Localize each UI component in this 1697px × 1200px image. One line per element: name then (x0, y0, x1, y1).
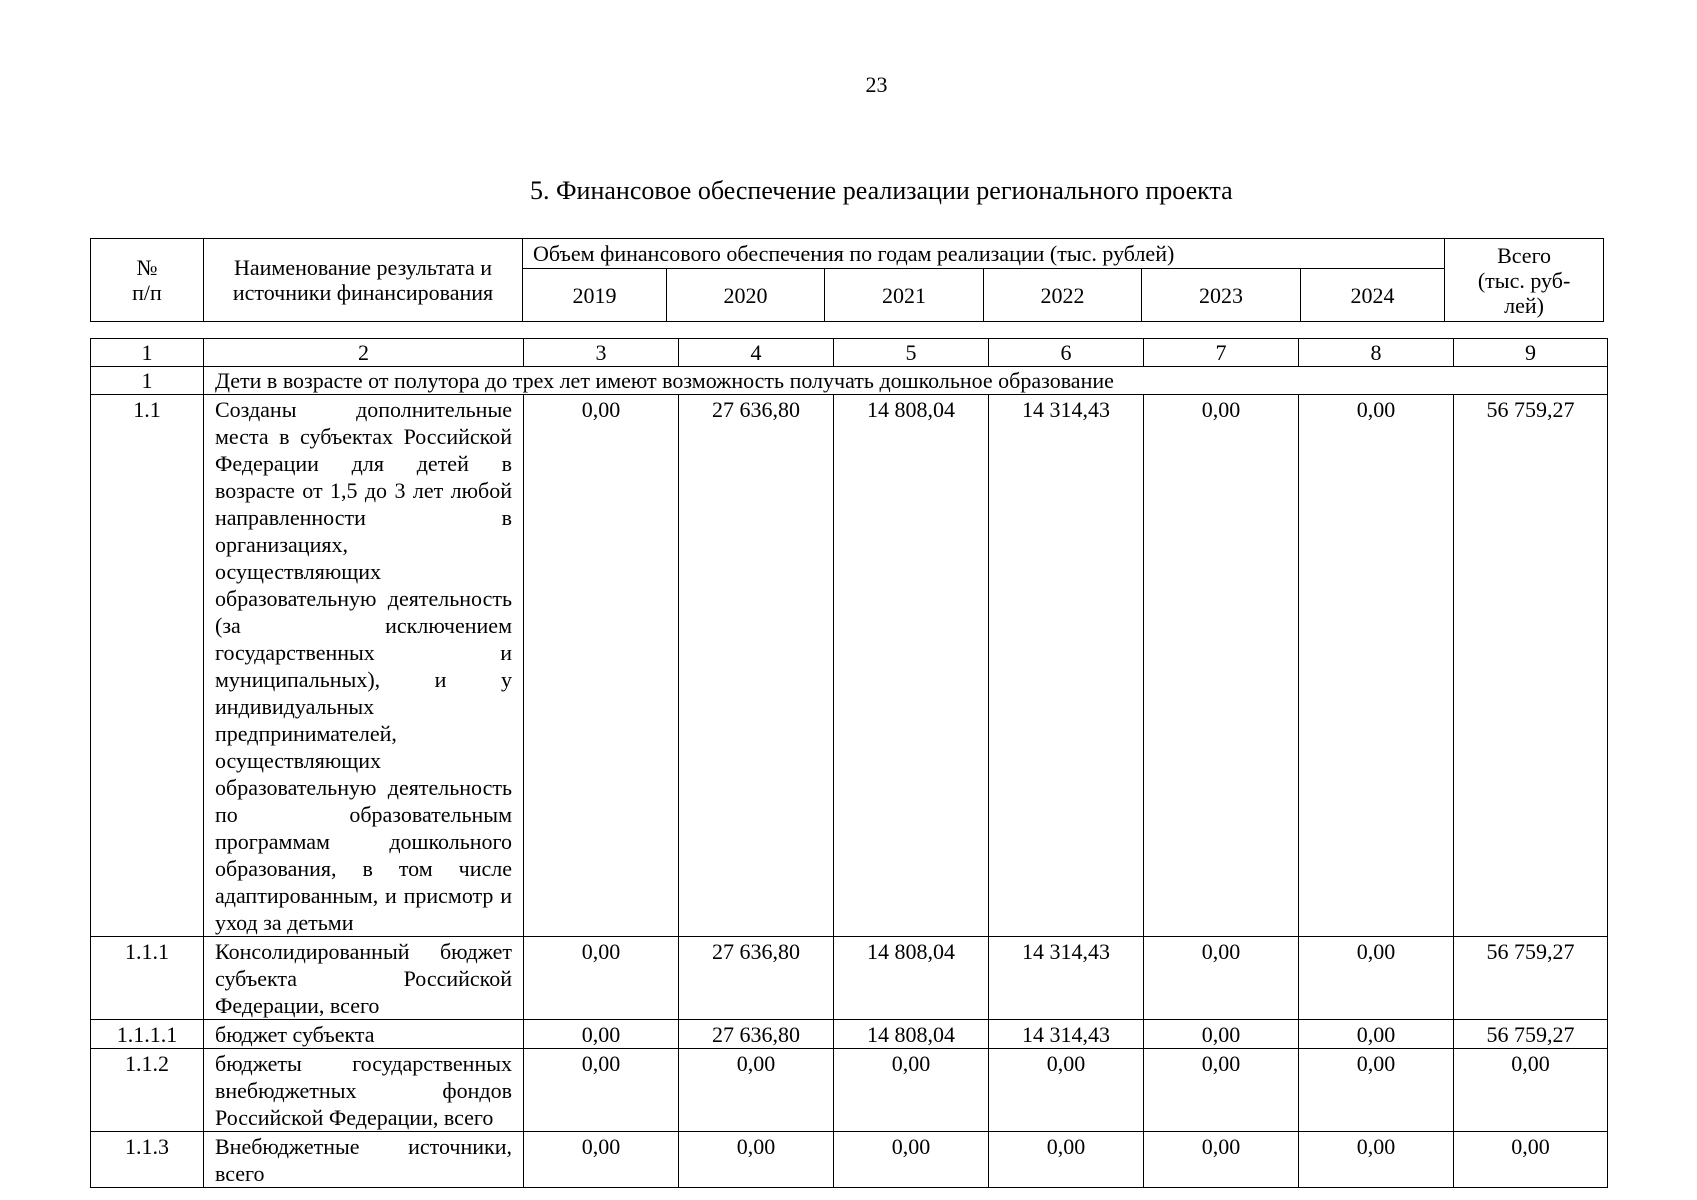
header-total-line: лей) (1504, 292, 1544, 318)
row-value: 0,00 (679, 1049, 834, 1132)
header-total-line: (тыс. руб- (1477, 267, 1571, 293)
header-year: 2023 (1142, 269, 1301, 322)
row-total: 0,00 (1454, 1132, 1608, 1188)
row-value: 0,00 (834, 1132, 989, 1188)
column-number: 1 (91, 339, 204, 367)
header-num-line: п/п (132, 280, 162, 305)
header-total-line: Всего (1497, 242, 1552, 268)
row-value: 0,00 (524, 1049, 679, 1132)
column-number: 5 (834, 339, 989, 367)
row-num: 1.1.2 (91, 1049, 204, 1132)
header-name (204, 239, 523, 322)
row-value: 0,00 (834, 1049, 989, 1132)
row-value: 0,00 (679, 1132, 834, 1188)
table-row (91, 937, 1608, 1020)
row-value: 14 314,43 (989, 937, 1144, 1020)
row-value: 0,00 (989, 1132, 1144, 1188)
row-name: Созданы дополнительные места в субъектах Российской Федерации для детей в возрасте от 1,5 до 3 лет любой направленности в организациях, осуществляющих образовательную деятельность (за исключением государственных и муниципальных), и у индивидуальных предпринимателей, осуществляющих образовательную деятельность по образовательным программам дошкольного образования, в том числе адаптированным, и присмотр и уход за детьми (204, 395, 524, 937)
row-value: 0,00 (1299, 937, 1454, 1020)
header-year: 2022 (984, 269, 1142, 322)
section-num: 1 (91, 367, 204, 395)
page-number: 23 (865, 72, 888, 97)
header-num-line: № (136, 255, 158, 280)
row-value: 14 808,04 (834, 1020, 989, 1049)
table-row (91, 395, 1608, 937)
row-value: 0,00 (989, 1049, 1144, 1132)
row-name: бюджеты государственных внебюджетных фондов Российской Федерации, всего (204, 1049, 524, 1132)
section-title-cell: Дети в возрасте от полутора до трех лет имеют возможность получать дошкольное образование (204, 367, 1608, 395)
row-value: 14 314,43 (989, 395, 1144, 937)
row-value: 0,00 (524, 1132, 679, 1188)
header-total (1445, 239, 1604, 322)
row-num: 1.1 (91, 395, 204, 937)
row-total: 56 759,27 (1454, 937, 1608, 1020)
column-number: 4 (679, 339, 834, 367)
row-name: Консолидированный бюджет субъекта Российской Федерации, всего (204, 937, 524, 1020)
row-value: 0,00 (1299, 1049, 1454, 1132)
row-value: 0,00 (1144, 395, 1299, 937)
column-number: 2 (204, 339, 524, 367)
header-volume-title: Объем финансового обеспечения по годам реализации (тыс. рублей) (523, 239, 1445, 269)
header-name-line: Наименование результата и (233, 255, 493, 280)
header-year: 2024 (1301, 269, 1445, 322)
row-value: 0,00 (1299, 1020, 1454, 1049)
row-total: 0,00 (1454, 1049, 1608, 1132)
row-value: 14 808,04 (834, 395, 989, 937)
row-total: 56 759,27 (1454, 1020, 1608, 1049)
row-value: 0,00 (1299, 1132, 1454, 1188)
section-title: 5. Финансовое обеспечение реализации регионального проекта (530, 176, 1233, 205)
row-value: 27 636,80 (679, 937, 834, 1020)
header-year: 2019 (523, 269, 667, 322)
row-name: бюджет субъекта (204, 1020, 524, 1049)
header-name-line: источники финансирования (232, 280, 494, 305)
row-value: 14 808,04 (834, 937, 989, 1020)
row-name: Внебюджетные источники, всего (204, 1132, 524, 1188)
row-total: 56 759,27 (1454, 395, 1608, 937)
row-value: 0,00 (524, 395, 679, 937)
row-value: 14 314,43 (989, 1020, 1144, 1049)
row-value: 0,00 (524, 937, 679, 1020)
row-value: 0,00 (1144, 1132, 1299, 1188)
row-value: 27 636,80 (679, 395, 834, 937)
header-year: 2021 (825, 269, 984, 322)
header-year: 2020 (667, 269, 825, 322)
row-value: 0,00 (1144, 1020, 1299, 1049)
header-num (91, 239, 204, 322)
table-row (91, 1049, 1608, 1132)
column-number: 9 (1454, 339, 1608, 367)
column-number: 8 (1299, 339, 1454, 367)
table-row (91, 1020, 1608, 1049)
column-number: 3 (524, 339, 679, 367)
table-header (90, 238, 1604, 322)
row-num: 1.1.3 (91, 1132, 204, 1188)
row-num: 1.1.1.1 (91, 1020, 204, 1049)
section-row (91, 367, 1608, 395)
column-number: 6 (989, 339, 1144, 367)
table-row (91, 1132, 1608, 1188)
column-number: 7 (1144, 339, 1299, 367)
finance-table (90, 338, 1608, 1188)
row-value: 27 636,80 (679, 1020, 834, 1049)
row-value: 0,00 (1144, 937, 1299, 1020)
row-value: 0,00 (524, 1020, 679, 1049)
row-value: 0,00 (1299, 395, 1454, 937)
row-num: 1.1.1 (91, 937, 204, 1020)
row-value: 0,00 (1144, 1049, 1299, 1132)
column-number-row (91, 339, 1608, 367)
